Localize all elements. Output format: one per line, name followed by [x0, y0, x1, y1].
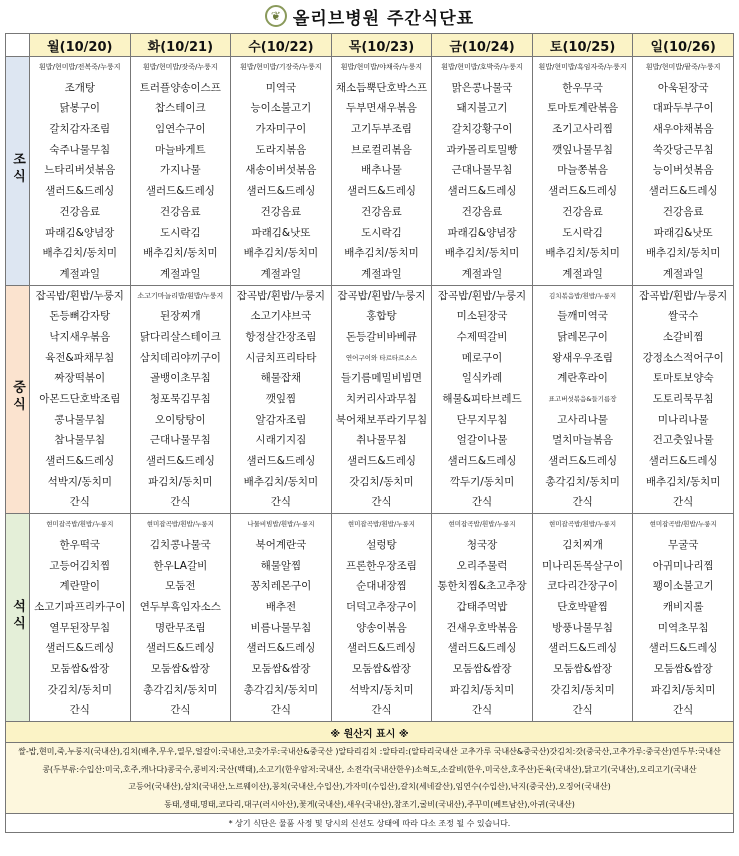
menu-item: 수제떡갈비 [456, 330, 508, 343]
menu-item: 배추김치/동치미 [545, 247, 620, 260]
menu-item: 미나리돈목살구이 [542, 559, 624, 572]
menu-item: 샐러드&드레싱 [648, 185, 718, 198]
rice-option: 잡곡밥/흰밥/누룽지 [437, 289, 527, 302]
menu-item: 가자미구이 [255, 123, 307, 136]
menu-item: 간식 [270, 704, 292, 717]
day-menu-cell [532, 285, 633, 514]
menu-item: 조개탕 [64, 81, 95, 94]
menu-item: 북어채보푸라기무침 [335, 413, 428, 426]
menu-item: 프론한우장조림 [345, 559, 417, 572]
menu-item: 느타리버섯볶음 [44, 164, 116, 177]
menu-item: 샐러드&드레싱 [145, 185, 215, 198]
menu-item: 왕새우우조림 [552, 351, 614, 364]
menu-item: 들기름메밀비빔면 [340, 372, 423, 385]
menu-item: 샐러드&드레싱 [45, 642, 115, 655]
menu-item: 모둠쌈&쌈장 [251, 662, 311, 675]
menu-item: 방풍나물무침 [552, 621, 614, 634]
menu-item: 브로컬리볶음 [351, 143, 412, 156]
menu-item: 시금치프리타타 [245, 351, 317, 364]
day-header: 일(10/26) [633, 34, 734, 57]
day-menu-cell [432, 514, 533, 722]
day-menu-cell [30, 514, 131, 722]
menu-item: 샐러드&드레싱 [548, 455, 618, 468]
menu-item: 알감자조림 [255, 413, 307, 426]
menu-item: 모둠쌈&쌈장 [50, 662, 110, 675]
menu-item: 임연수구이 [154, 123, 206, 136]
menu-item: 배추김치/동치미 [645, 475, 721, 488]
rice-option: 잡곡밥/흰밥/누룽지 [639, 289, 728, 302]
day-menu-cell [331, 285, 432, 514]
menu-item: 샐러드&드레싱 [346, 185, 416, 198]
menu-item: 골뱅이초무침 [149, 372, 211, 385]
day-header-row [6, 34, 734, 57]
day-menu-cell [532, 514, 633, 722]
meal-row [6, 514, 734, 722]
day-menu-cell [633, 514, 734, 722]
menu-item: 건강음료 [260, 205, 302, 218]
menu-item: 캐비지롤 [662, 600, 704, 613]
day-menu-cell [130, 514, 231, 722]
menu-item: 항정살간장조림 [245, 330, 317, 343]
menu-item: 파래김&낫또 [251, 226, 311, 239]
menu-item: 건강음료 [461, 205, 503, 218]
rice-option: 현미잡곡밥/흰밥/누룽지 [347, 520, 416, 529]
menu-item: 갓김치/동치미 [47, 683, 112, 696]
menu-item: 한우떡국 [59, 538, 101, 551]
menu-item: 모둠쌈&쌈장 [150, 662, 210, 675]
day-header: 화(10/21) [130, 34, 231, 57]
day-header: 금(10/24) [432, 34, 533, 57]
menu-item: 일식카레 [461, 372, 503, 385]
menu-item: 쌀국수 [667, 310, 699, 323]
origin-line: 동태,생태,명태,코다리,대구(러시아산),꽃게(국내산),새우(국내산),참조기,굴비(국내산),주꾸미(베트남산),아귀(국내산) [164, 799, 575, 809]
menu-item: 멸치마늘볶음 [552, 434, 614, 447]
origin-line: 쌀-밥,현미,죽,누룽지(국내산),김치(배추,무우,열무,얼갈이:국내산,고춧가루:국내산&중국산 )알타리김치 :알타리:(알타리국내산 고추가루 국내산&중국산)갓김치:갓(중국산,고추가루:중국산)연두부:국내산 [18, 747, 721, 756]
menu-item: 모둠쌈&쌈장 [653, 662, 713, 675]
rice-option: 흰밥/현미밥/팥죽/누룽지 [645, 63, 721, 71]
menu-item: 홍합탕 [366, 310, 397, 323]
menu-item: 비름나물무침 [250, 621, 312, 634]
menu-item: 파김치/동치미 [148, 475, 213, 488]
menu-item: 샐러드&드레싱 [145, 642, 215, 655]
menu-item: 배추나물 [361, 164, 402, 177]
menu-item: 단호박팥찜 [557, 600, 608, 613]
menu-item: 건강음료 [361, 205, 402, 218]
origin-line: 콩(두부류:수입산:미국,호주,캐나다)콩국수,콩비지:국산(백태),소고기(한우암저:국내산, 소전각(국내산한우)소혀도,소갈비(한우,미국산,호주산)돈육(국내산),닭고기(국내산),오리고기(국내산 [42, 764, 697, 774]
menu-item: 간식 [170, 704, 191, 717]
menu-item: 채소듬뿍단호박스프 [335, 81, 428, 94]
day-menu-cell [432, 285, 533, 514]
menu-item: 깻잎찜 [265, 393, 297, 405]
menu-item: 아귀미나리찜 [652, 559, 714, 572]
menu-item: 시래기지짐 [255, 434, 307, 447]
rice-option: 잡곡밥/흰밥/누룽지 [35, 289, 124, 302]
menu-item: 고등어김치찜 [49, 559, 111, 572]
menu-item: 돈등뼈감자탕 [49, 310, 111, 323]
menu-item: 건강음료 [160, 205, 201, 218]
menu-item: 샐러드&드레싱 [648, 642, 718, 655]
menu-item: 간식 [371, 704, 392, 717]
menu-item: 계란말이 [59, 580, 101, 593]
menu-item: 미소된장국 [456, 310, 508, 323]
menu-item: 파김치/동치미 [650, 683, 716, 696]
menu-item: 건강음료 [562, 205, 603, 218]
menu-item: 건강음료 [662, 205, 704, 218]
rice-option: 김치볶음밥/흰밥/누룽지 [549, 291, 617, 300]
menu-item: 계란후라이 [557, 372, 608, 385]
menu-item: 계절과일 [562, 267, 603, 280]
menu-item: 모둠쌈&쌈장 [452, 662, 512, 675]
menu-item: 계절과일 [59, 267, 101, 280]
menu-item: 닭봉구이 [59, 102, 101, 115]
menu-item: 치커리사과무침 [345, 393, 417, 405]
menu-item: 김치콩나물국 [149, 538, 211, 551]
origin-line: 고등어(국내산),삼치(국내산,노르웨이산),꽁치(국내산,수입산),가자미(수입산),갈치(세네갈산),임연수(수입산),낙지(중국산),오징어(국내산) [128, 782, 611, 791]
menu-item: 낙지새우볶음 [49, 330, 111, 343]
menu-item: 얼갈이나물 [456, 434, 508, 447]
menu-item: 삼치데리야끼구이 [139, 351, 221, 364]
menu-item: 파김치/동치미 [449, 683, 515, 696]
menu-item: 표고버섯볶음&들기름장 [548, 395, 617, 403]
menu-item: 된장찌개 [160, 310, 201, 323]
menu-item: 소고기샤브국 [250, 310, 312, 323]
day-header: 목(10/23) [331, 34, 432, 57]
menu-item: 쑥갓당근무침 [652, 143, 714, 156]
menu-item: 샐러드&드레싱 [548, 642, 618, 655]
menu-item: 계절과일 [260, 267, 302, 280]
menu-item: 파래김&양념장 [447, 226, 517, 239]
menu-item: 꽹이소불고기 [652, 580, 714, 593]
menu-item: 닭다리살스테이크 [139, 330, 221, 343]
menu-item: 양송이볶음 [356, 621, 407, 634]
menu-item: 고사리나물 [557, 413, 608, 426]
menu-item: 간식 [572, 496, 593, 509]
meal-label-text: 조식 [10, 151, 25, 186]
day-header: 토(10/25) [532, 34, 633, 57]
rice-option: 현미잡곡밥/흰밥/누룽지 [649, 520, 717, 529]
menu-item: 도라지볶음 [255, 143, 307, 156]
day-menu-cell [633, 285, 734, 514]
menu-item: 도토리묵무침 [652, 393, 714, 405]
footnote: * 상기 식단은 물품 사정 및 당시의 신선도 상태에 따라 다소 조정 될 수 있습니다. [6, 814, 734, 833]
menu-item: 총각김치/동치미 [545, 475, 620, 488]
menu-item: 샐러드&드레싱 [145, 455, 215, 468]
weekly-menu-table [5, 33, 734, 833]
menu-item: 간식 [572, 704, 593, 717]
rice-option: 현미잡곡밥/흰밥/누룽지 [448, 520, 516, 529]
menu-item: 숙주나물무침 [49, 143, 111, 156]
menu-item: 짜장떡볶이 [54, 372, 106, 385]
meal-label-text: 석식 [10, 598, 25, 633]
menu-item: 배추김치/동치미 [344, 247, 419, 260]
menu-item: 갑태주먹밥 [456, 600, 508, 613]
menu-item: 배추전 [265, 600, 297, 613]
menu-item: 새우야채볶음 [652, 123, 714, 136]
menu-item: 간식 [673, 496, 694, 509]
menu-item: 간식 [673, 704, 694, 717]
menu-item: 취나물무침 [356, 434, 407, 447]
menu-item: 간식 [69, 704, 90, 717]
menu-item: 강정소스적어구이 [642, 351, 724, 364]
day-menu-cell [633, 57, 734, 286]
menu-item: 마늘바게트 [154, 143, 206, 156]
day-header: 월(10/20) [30, 34, 131, 57]
day-menu-cell [30, 285, 131, 514]
menu-item: 배추김치/동치미 [243, 475, 319, 488]
menu-item: 능이소불고기 [250, 102, 312, 115]
menu-item: 통한치찜&초고추장 [437, 580, 527, 593]
menu-item: 갓김치/동치미 [550, 683, 615, 696]
menu-item: 육전&파채무침 [45, 351, 115, 364]
olive-leaf-icon: ❦ [265, 5, 287, 27]
menu-item: 돼지불고기 [456, 102, 508, 115]
rice-option: 현미잡곡밥/흰밥/누룽지 [46, 520, 114, 529]
menu-item: 토마토보양숙 [652, 372, 714, 385]
page-title: 올리브병원 주간식단표 [292, 8, 475, 29]
menu-item: 김치찌개 [562, 538, 603, 551]
origin-notice [6, 743, 734, 814]
menu-item: 토마토계란볶음 [547, 102, 619, 115]
menu-item: 두부면새우볶음 [345, 102, 417, 115]
menu-item: 더덕고추장구이 [345, 600, 417, 613]
menu-item: 새송이버섯볶음 [245, 164, 317, 177]
menu-item: 청포묵김무침 [149, 393, 211, 405]
menu-item: 도시락김 [160, 226, 201, 239]
menu-item: 간식 [371, 496, 392, 509]
menu-item: 청국장 [466, 538, 498, 551]
menu-item: 근대나물무침 [149, 434, 211, 447]
menu-item: 계절과일 [461, 267, 503, 280]
menu-item: 샐러드&드레싱 [447, 455, 517, 468]
rice-option: 흰밥/현미밥/잣죽/누룽지 [142, 63, 218, 71]
menu-item: 파래김&양념장 [45, 226, 115, 239]
menu-item: 돈등갈비바베큐 [345, 330, 417, 343]
menu-item: 간식 [69, 496, 90, 509]
menu-item: 모둠전 [165, 580, 196, 593]
menu-item: 해물알찜 [260, 559, 302, 572]
menu-item: 능이버섯볶음 [652, 164, 714, 177]
menu-item: 샐러드&드레싱 [346, 642, 416, 655]
rice-option: 현미잡곡밥/흰밥/누룽지 [549, 520, 617, 529]
rice-option: 현미잡곡밥/흰밥/누룽지 [146, 520, 214, 529]
menu-item: 간식 [270, 496, 292, 509]
menu-item: 단무지무침 [456, 413, 508, 426]
menu-item: 계절과일 [662, 267, 704, 280]
menu-item: 설렁탕 [366, 538, 397, 551]
menu-item: 참나물무침 [54, 434, 106, 447]
day-menu-cell [231, 57, 332, 286]
meal-label [6, 514, 30, 722]
menu-item: 오이탕탕이 [154, 413, 206, 426]
menu-item: 깍두기/동치미 [449, 475, 515, 488]
rice-option: 잡곡밥/흰밥/누룽지 [337, 289, 426, 302]
menu-item: 오리주물럭 [456, 559, 508, 572]
menu-item: 파래김&낫또 [653, 226, 713, 239]
day-header: 수(10/22) [231, 34, 332, 57]
menu-item: 배추김치/동치미 [645, 247, 721, 260]
menu-item: 찹스테이크 [154, 102, 206, 115]
menu-item: 계절과일 [361, 267, 402, 280]
menu-item: 아욱된장국 [657, 81, 709, 94]
menu-item: 배추김치/동치미 [143, 247, 218, 260]
day-menu-cell [331, 514, 432, 722]
rice-option: 잡곡밥/흰밥/누룽지 [236, 289, 326, 302]
day-menu-cell [30, 57, 131, 286]
origin-heading: ※ 원산지 표시 ※ [6, 722, 734, 743]
menu-item: 갓김치/동치미 [349, 475, 414, 488]
menu-item: 간식 [471, 496, 493, 509]
menu-item: 도시락김 [361, 226, 402, 239]
menu-item: 마늘쫑볶음 [557, 164, 608, 177]
menu-item: 건강음료 [59, 205, 101, 218]
day-menu-cell [331, 57, 432, 286]
menu-item: 갈치감자조림 [49, 123, 111, 136]
menu-item: 북어계란국 [255, 538, 307, 551]
menu-item: 꽁치레몬구이 [250, 580, 312, 593]
menu-item: 콩나물무침 [54, 413, 106, 426]
menu-item: 명란무조림 [154, 621, 206, 634]
menu-item: 도시락김 [562, 226, 603, 239]
menu-item: 배추김치/동치미 [243, 247, 319, 260]
meal-label [6, 285, 30, 514]
menu-item: 석박지/동치미 [349, 683, 414, 696]
menu-item: 트러플양송이스프 [139, 81, 221, 94]
menu-item: 무굴국 [667, 538, 699, 551]
menu-item: 간식 [471, 704, 493, 717]
meal-label-text: 중식 [10, 380, 25, 415]
menu-item: 총각김치/동치미 [143, 683, 218, 696]
menu-item: 한우LA갈비 [153, 559, 208, 572]
menu-item: 모둠쌈&쌈장 [553, 662, 613, 675]
menu-item: 석박지/동치미 [47, 475, 112, 488]
rice-option: 나물비빔밥/흰밥/누룽지 [247, 520, 315, 529]
day-menu-cell [130, 57, 231, 286]
menu-item: 맑은콩나물국 [451, 81, 513, 94]
day-menu-cell [231, 514, 332, 722]
menu-item: 아몬드단호박조림 [39, 393, 121, 405]
menu-item: 샐러드&드레싱 [246, 642, 316, 655]
menu-item: 미역국 [265, 81, 297, 94]
meal-label [6, 57, 30, 286]
menu-item: 미나리나물 [657, 413, 709, 426]
menu-item: 연두부흑임자소스 [139, 600, 221, 613]
rice-option: 흰밥/현미밥/야채죽/누룽지 [340, 63, 423, 71]
menu-item: 건고춧잎나물 [652, 434, 714, 447]
day-menu-cell [532, 57, 633, 286]
rice-option: 흰밥/현미밥/흑임자죽/누룽지 [538, 63, 627, 71]
rice-option: 흰밥/현미밥/기장죽/누룽지 [240, 63, 322, 71]
rice-option: 흰밥/현미밥/전복죽/누룽지 [39, 63, 121, 71]
menu-item: 샐러드&드레싱 [548, 185, 618, 198]
menu-item: 갈치강황구이 [451, 123, 513, 136]
menu-item: 샐러드&드레싱 [447, 642, 517, 655]
menu-item: 샐러드&드레싱 [447, 185, 517, 198]
rice-option: 흰밥/현미밥/호박죽/누룽지 [441, 63, 523, 71]
menu-item: 모둠쌈&쌈장 [352, 662, 411, 675]
day-menu-cell [130, 285, 231, 514]
menu-item: 배추김치/동치미 [42, 247, 118, 260]
menu-item: 메로구이 [461, 351, 503, 364]
menu-item: 과카몰리토밀빵 [446, 143, 518, 156]
menu-item: 해물&피타브레드 [442, 393, 522, 405]
menu-item: 샐러드&드레싱 [648, 455, 718, 468]
menu-item: 순대내장찜 [356, 580, 407, 593]
menu-item: 대파두부구이 [652, 102, 714, 115]
rice-option: 소고기마늘리밥/흰밥/누룽지 [137, 291, 224, 300]
meal-row [6, 57, 734, 286]
menu-item: 간식 [170, 496, 191, 509]
menu-item: 샐러드&드레싱 [246, 455, 316, 468]
title-bar [0, 0, 739, 32]
menu-item: 조기고사리찜 [552, 123, 614, 136]
menu-item: 건새우호박볶음 [446, 621, 518, 634]
menu-item: 깻잎나물무침 [552, 143, 614, 156]
menu-item: 코다리간장구이 [547, 580, 619, 593]
menu-item: 배추김치/동치미 [444, 247, 520, 260]
menu-item: 연어구이와 타르타르소스 [345, 353, 418, 362]
menu-item: 해물잡채 [260, 372, 302, 385]
day-menu-cell [231, 285, 332, 514]
menu-item: 미역초무침 [657, 621, 709, 634]
menu-item: 닭레몬구이 [557, 330, 608, 343]
menu-item: 들깨미역국 [557, 310, 608, 323]
menu-item: 샐러드&드레싱 [346, 455, 416, 468]
corner-cell [6, 34, 30, 57]
menu-item: 고기두부조림 [351, 123, 412, 136]
menu-item: 열무된장무침 [49, 621, 111, 634]
menu-item: 계절과일 [160, 267, 201, 280]
meal-row [6, 285, 734, 514]
menu-item: 샐러드&드레싱 [246, 185, 316, 198]
menu-item: 소갈비찜 [662, 330, 704, 343]
menu-item: 총각김치/동치미 [243, 683, 319, 696]
menu-item: 소고기파프리카구이 [34, 600, 126, 613]
menu-item: 가지나물 [160, 164, 201, 177]
day-menu-cell [432, 57, 533, 286]
menu-item: 샐러드&드레싱 [45, 455, 115, 468]
menu-item: 샐러드&드레싱 [45, 185, 115, 198]
menu-item: 근대나물무침 [451, 164, 513, 177]
menu-item: 한우무국 [562, 81, 603, 94]
